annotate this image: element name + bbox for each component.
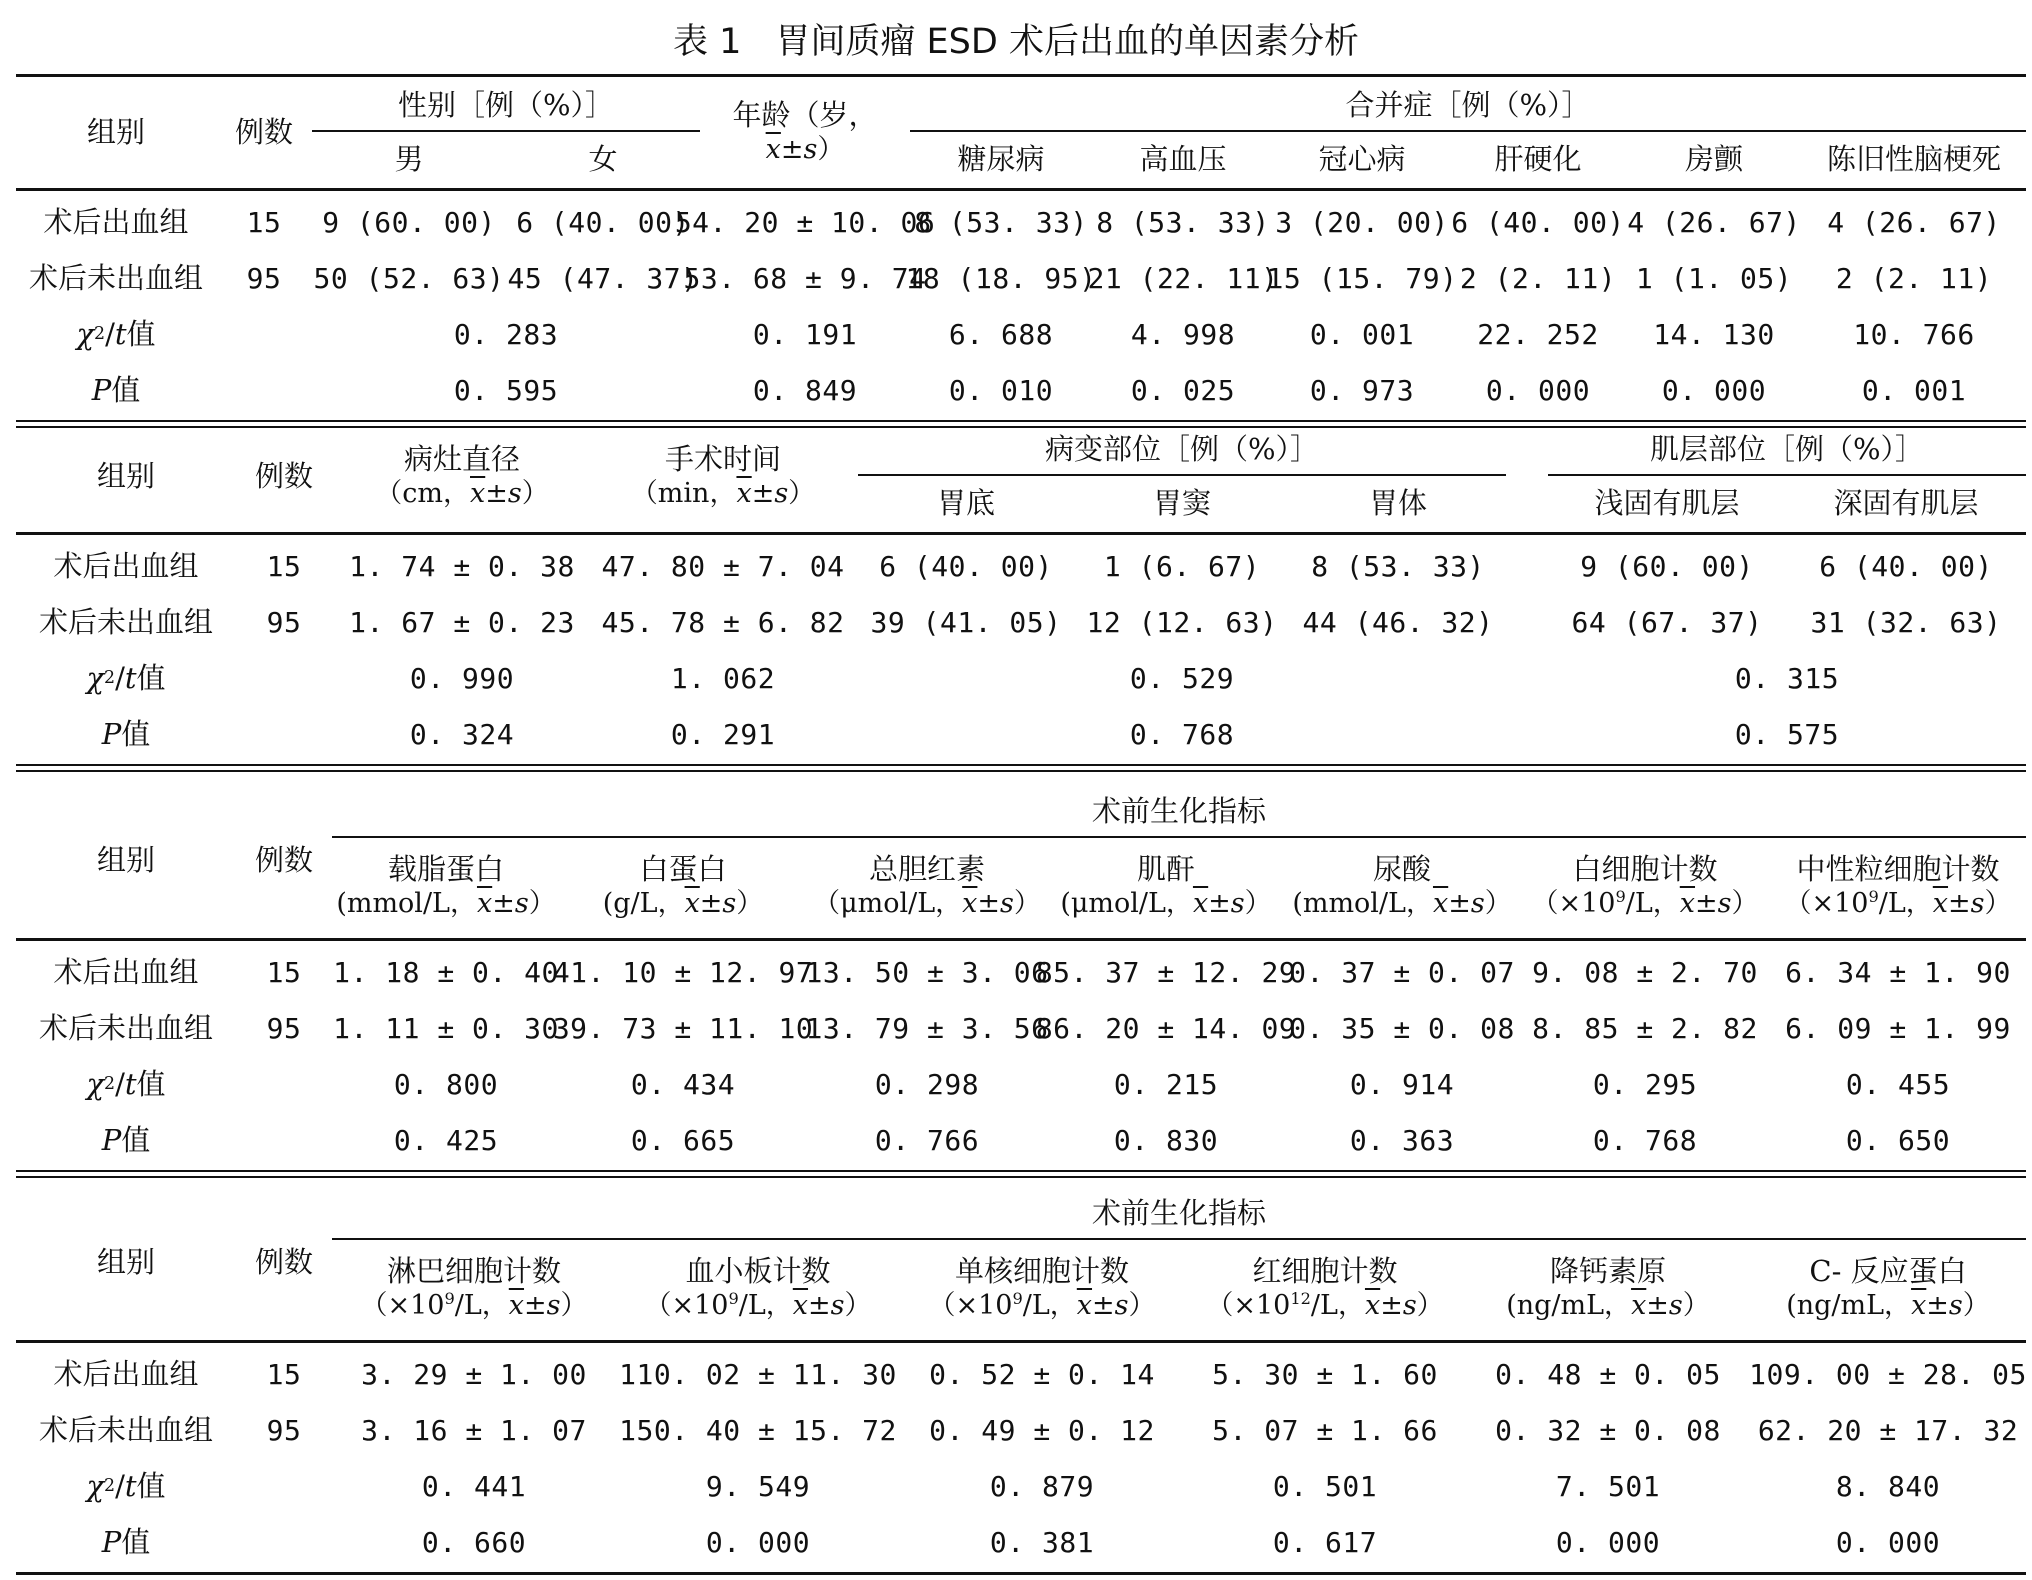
header-col-line1: 白细胞计数 bbox=[1572, 852, 1718, 886]
cell-p-chd: 0. 973 bbox=[1309, 373, 1415, 407]
cell-af: 4 (26. 67) bbox=[1627, 205, 1801, 239]
cell-value: 0. 52 ± 0. 14 bbox=[929, 1357, 1155, 1391]
header-biochem: 术前生化指标 bbox=[1091, 793, 1266, 828]
cell-stat-chd: 0. 001 bbox=[1309, 317, 1415, 351]
header-count: 例数 bbox=[254, 1244, 313, 1279]
table-rule bbox=[16, 188, 2026, 191]
header-col-line2: (mmol/L，$\overline{x}\pm s$） bbox=[336, 888, 556, 920]
cell-value: 3. 29 ± 1. 00 bbox=[361, 1357, 587, 1391]
cell-age: 53. 68 ± 9. 74 bbox=[683, 261, 927, 295]
cell-fundus: 6 (40. 00) bbox=[879, 549, 1053, 583]
header-col-line2: （$\times 10^9/L$，$\overline{x}\pm s$） bbox=[1531, 887, 1759, 920]
cell-value: 1. 11 ± 0. 30 bbox=[333, 1011, 559, 1045]
table-rule bbox=[16, 1170, 2026, 1178]
cell-stat-diameter: 0. 990 bbox=[409, 661, 515, 695]
p-label: P 值 bbox=[101, 716, 151, 751]
cell-p: 0. 000 bbox=[1835, 1525, 1941, 1559]
header-male: 男 bbox=[394, 141, 424, 176]
row-count: 95 bbox=[266, 605, 302, 639]
cell-value: 0. 32 ± 0. 08 bbox=[1495, 1413, 1721, 1447]
cell-p: 0. 381 bbox=[989, 1525, 1095, 1559]
caption-text: 胃间质瘤 ESD 术后出血的单因素分析 bbox=[775, 22, 1359, 62]
cell-p-stroke: 0. 001 bbox=[1861, 373, 1967, 407]
header-subrule bbox=[1548, 474, 2026, 476]
row-count: 15 bbox=[266, 549, 302, 583]
header-stroke: 陈旧性脑梗死 bbox=[1826, 141, 2001, 176]
header-col bbox=[1770, 838, 2026, 934]
cell-stat-htn: 4. 998 bbox=[1130, 317, 1236, 351]
header-time bbox=[592, 424, 854, 528]
cell-p: 0. 665 bbox=[630, 1123, 736, 1157]
cell-value: 6. 34 ± 1. 90 bbox=[1785, 955, 2011, 989]
cell-p-diabetes: 0. 010 bbox=[948, 373, 1054, 407]
cell-diabetes: 18 (18. 95) bbox=[905, 261, 1097, 295]
header-col-line2: （$\times 10^9/L$，$\overline{x}\pm s$） bbox=[1784, 887, 2012, 920]
header-age-line2: $\overline{x}\pm s$） bbox=[765, 134, 845, 166]
header-age-line1: 年龄（岁， bbox=[732, 98, 878, 132]
header-htn: 高血压 bbox=[1139, 141, 1227, 176]
cell-p: 0. 830 bbox=[1113, 1123, 1219, 1157]
header-age bbox=[700, 80, 910, 184]
header-diameter-line2: （cm，$\overline{x}\pm s$） bbox=[375, 478, 549, 510]
cell-time: 47. 80 ± 7. 04 bbox=[601, 549, 845, 583]
row-count: 95 bbox=[266, 1011, 302, 1045]
cell-diabetes: 8 (53. 33) bbox=[914, 205, 1088, 239]
header-col-line2: (g/L，$\overline{x}\pm s$） bbox=[602, 888, 764, 920]
cell-p-time: 0. 291 bbox=[670, 717, 776, 751]
header-col-line1: 淋巴细胞计数 bbox=[386, 1254, 561, 1288]
header-col-line2: （$\times 10^9/L$，$\overline{x}\pm s$） bbox=[928, 1289, 1156, 1322]
cell-p-diameter: 0. 324 bbox=[409, 717, 515, 751]
header-col-line2: （μmol/L，$\overline{x}\pm s$） bbox=[813, 888, 1041, 920]
cell-stat: 0. 441 bbox=[421, 1469, 527, 1503]
cell-stat-sex: 0. 283 bbox=[453, 317, 559, 351]
header-shallow: 浅固有肌层 bbox=[1594, 485, 1740, 520]
header-col bbox=[1184, 1240, 1466, 1336]
p-label: P 值 bbox=[101, 1524, 151, 1559]
cell-shallow: 9 (60. 00) bbox=[1580, 549, 1754, 583]
cell-value: 86. 20 ± 14. 09 bbox=[1035, 1011, 1297, 1045]
table-rule bbox=[16, 764, 2026, 772]
header-site: 病变部位［例（%）］ bbox=[1044, 431, 1320, 466]
header-col bbox=[332, 1240, 616, 1336]
cell-htn: 21 (22. 11) bbox=[1087, 261, 1279, 295]
cell-value: 9. 08 ± 2. 70 bbox=[1532, 955, 1758, 989]
cell-deep: 6 (40. 00) bbox=[1819, 549, 1993, 583]
header-female: 女 bbox=[588, 141, 618, 176]
header-col-line1: 载脂蛋白 bbox=[387, 852, 504, 886]
cell-value: 110. 02 ± 11. 30 bbox=[619, 1357, 897, 1391]
header-col-line1: 白蛋白 bbox=[639, 852, 727, 886]
header-col-line2: （$\times 10^9/L$，$\overline{x}\pm s$） bbox=[644, 1289, 872, 1322]
header-layer: 肌层部位［例（%）］ bbox=[1649, 431, 1925, 466]
cell-male: 9 (60. 00) bbox=[322, 205, 496, 239]
cell-fundus: 39 (41. 05) bbox=[870, 605, 1062, 639]
header-time-line2: （min，$\overline{x}\pm s$） bbox=[630, 478, 816, 510]
cell-age: 54. 20 ± 10. 06 bbox=[674, 205, 936, 239]
header-count: 例数 bbox=[254, 842, 313, 877]
header-comorbidity: 合并症［例（%）］ bbox=[1345, 87, 1591, 122]
cell-p: 0. 425 bbox=[393, 1123, 499, 1157]
cell-value: 8. 85 ± 2. 82 bbox=[1532, 1011, 1758, 1045]
cell-p: 0. 000 bbox=[705, 1525, 811, 1559]
cell-p-age: 0. 849 bbox=[752, 373, 858, 407]
table-caption bbox=[0, 12, 2032, 72]
header-col bbox=[806, 838, 1048, 934]
header-time-line1: 手术时间 bbox=[664, 442, 781, 476]
cell-p: 0. 617 bbox=[1272, 1525, 1378, 1559]
cell-female: 45 (47. 37) bbox=[507, 261, 699, 295]
cell-p-sex: 0. 595 bbox=[453, 373, 559, 407]
table-rule bbox=[16, 1572, 2026, 1575]
header-col-line1: 血小板计数 bbox=[685, 1254, 831, 1288]
stat-label: χ 2 / t 值 bbox=[86, 660, 166, 695]
row-label: 术后出血组 bbox=[43, 204, 189, 239]
header-col-line2: (mmol/L，$\overline{x}\pm s$） bbox=[1292, 888, 1512, 920]
row-count: 15 bbox=[246, 205, 282, 239]
cell-p-layer: 0. 575 bbox=[1734, 717, 1840, 751]
cell-body: 8 (53. 33) bbox=[1311, 549, 1485, 583]
cell-p: 0. 363 bbox=[1349, 1123, 1455, 1157]
row-label: 术后未出血组 bbox=[28, 260, 203, 295]
stat-label: χ 2 / t 值 bbox=[76, 316, 156, 351]
table-rule bbox=[16, 938, 2026, 941]
cell-body: 44 (46. 32) bbox=[1302, 605, 1494, 639]
header-subrule bbox=[858, 474, 1506, 476]
header-col-line1: 降钙素原 bbox=[1549, 1254, 1666, 1288]
cell-stat: 0. 298 bbox=[874, 1067, 980, 1101]
cell-value: 0. 35 ± 0. 08 bbox=[1289, 1011, 1515, 1045]
header-body: 胃体 bbox=[1368, 485, 1427, 520]
cell-stat: 8. 840 bbox=[1835, 1469, 1941, 1503]
cell-p: 0. 660 bbox=[421, 1525, 527, 1559]
p-label: P 值 bbox=[91, 372, 141, 407]
cell-cirrhosis: 2 (2. 11) bbox=[1459, 261, 1617, 295]
header-group: 组别 bbox=[96, 842, 155, 877]
cell-stat-site: 0. 529 bbox=[1129, 661, 1235, 695]
header-deep: 深固有肌层 bbox=[1833, 485, 1979, 520]
row-count: 95 bbox=[246, 261, 282, 295]
row-count: 15 bbox=[266, 1357, 302, 1391]
cell-p-cirrhosis: 0. 000 bbox=[1485, 373, 1591, 407]
cell-value: 0. 37 ± 0. 07 bbox=[1289, 955, 1515, 989]
header-group: 组别 bbox=[96, 458, 155, 493]
cell-p-htn: 0. 025 bbox=[1130, 373, 1236, 407]
row-label: 术后出血组 bbox=[53, 548, 199, 583]
cell-stat: 0. 800 bbox=[393, 1067, 499, 1101]
cell-male: 50 (52. 63) bbox=[313, 261, 505, 295]
cell-stat: 0. 295 bbox=[1592, 1067, 1698, 1101]
cell-af: 1 (1. 05) bbox=[1635, 261, 1793, 295]
cell-time: 45. 78 ± 6. 82 bbox=[601, 605, 845, 639]
header-col-line1: C- 反应蛋白 bbox=[1809, 1254, 1967, 1288]
header-col-line1: 总胆红素 bbox=[868, 852, 985, 886]
row-count: 95 bbox=[266, 1413, 302, 1447]
table-rule bbox=[16, 532, 2026, 535]
cell-stat-layer: 0. 315 bbox=[1734, 661, 1840, 695]
cell-value: 150. 40 ± 15. 72 bbox=[619, 1413, 897, 1447]
cell-antrum: 1 (6. 67) bbox=[1103, 549, 1261, 583]
p-label: P 值 bbox=[101, 1122, 151, 1157]
cell-stat-time: 1. 062 bbox=[670, 661, 776, 695]
header-subrule bbox=[910, 130, 2026, 132]
cell-female: 6 (40. 00) bbox=[516, 205, 690, 239]
caption-number: 表 1 bbox=[673, 22, 742, 62]
cell-p: 0. 000 bbox=[1555, 1525, 1661, 1559]
header-count: 例数 bbox=[254, 458, 313, 493]
header-col bbox=[1284, 838, 1520, 934]
row-label: 术后出血组 bbox=[53, 954, 199, 989]
header-af: 房颤 bbox=[1684, 141, 1743, 176]
cell-value: 5. 07 ± 1. 66 bbox=[1212, 1413, 1438, 1447]
header-col bbox=[332, 838, 560, 934]
header-diameter-line1: 病灶直径 bbox=[403, 442, 520, 476]
cell-stat-age: 0. 191 bbox=[752, 317, 858, 351]
cell-antrum: 12 (12. 63) bbox=[1086, 605, 1278, 639]
header-col-line1: 中性粒细胞计数 bbox=[1796, 852, 2000, 886]
cell-value: 3. 16 ± 1. 07 bbox=[361, 1413, 587, 1447]
row-label: 术后出血组 bbox=[53, 1356, 199, 1391]
cell-value: 39. 73 ± 11. 10 bbox=[552, 1011, 814, 1045]
row-label: 术后未出血组 bbox=[38, 604, 213, 639]
header-col bbox=[560, 838, 806, 934]
header-col bbox=[900, 1240, 1184, 1336]
header-fundus: 胃底 bbox=[936, 485, 995, 520]
cell-stat: 0. 879 bbox=[989, 1469, 1095, 1503]
header-group: 组别 bbox=[86, 114, 145, 149]
cell-value: 13. 79 ± 3. 56 bbox=[805, 1011, 1049, 1045]
header-col-line2: （$\times 10^{12}/L$，$\overline{x}\pm s$） bbox=[1206, 1289, 1444, 1322]
cell-stat: 0. 455 bbox=[1845, 1067, 1951, 1101]
cell-value: 0. 48 ± 0. 05 bbox=[1495, 1357, 1721, 1391]
header-col bbox=[616, 1240, 900, 1336]
header-biochem: 术前生化指标 bbox=[1091, 1195, 1266, 1230]
cell-stat-stroke: 10. 766 bbox=[1853, 317, 1975, 351]
cell-p: 0. 650 bbox=[1845, 1123, 1951, 1157]
cell-stat: 9. 549 bbox=[705, 1469, 811, 1503]
cell-stat-cirrhosis: 22. 252 bbox=[1477, 317, 1599, 351]
cell-stat-diabetes: 6. 688 bbox=[948, 317, 1054, 351]
row-label: 术后未出血组 bbox=[38, 1412, 213, 1447]
header-col bbox=[1750, 1240, 2026, 1336]
header-antrum: 胃窦 bbox=[1152, 485, 1211, 520]
header-diabetes: 糖尿病 bbox=[957, 141, 1045, 176]
cell-value: 109. 00 ± 28. 05 bbox=[1749, 1357, 2027, 1391]
cell-value: 5. 30 ± 1. 60 bbox=[1212, 1357, 1438, 1391]
table-rule bbox=[16, 74, 2026, 77]
cell-value: 85. 37 ± 12. 29 bbox=[1035, 955, 1297, 989]
stat-label: χ 2 / t 值 bbox=[86, 1066, 166, 1101]
cell-p-af: 0. 000 bbox=[1661, 373, 1767, 407]
header-chd: 冠心病 bbox=[1318, 141, 1406, 176]
header-col-line2: (ng/mL，$\overline{x}\pm s$） bbox=[1506, 1290, 1710, 1322]
header-col-line2: (μmol/L，$\overline{x}\pm s$） bbox=[1060, 888, 1272, 920]
cell-value: 1. 18 ± 0. 40 bbox=[333, 955, 559, 989]
header-cirrhosis: 肝硬化 bbox=[1494, 141, 1582, 176]
row-label: 术后未出血组 bbox=[38, 1010, 213, 1045]
cell-value: 13. 50 ± 3. 06 bbox=[805, 955, 1049, 989]
cell-p: 0. 766 bbox=[874, 1123, 980, 1157]
header-group: 组别 bbox=[96, 1244, 155, 1279]
cell-value: 0. 49 ± 0. 12 bbox=[929, 1413, 1155, 1447]
stat-label: χ 2 / t 值 bbox=[86, 1468, 166, 1503]
cell-stat: 0. 914 bbox=[1349, 1067, 1455, 1101]
header-col bbox=[1520, 838, 1770, 934]
cell-value: 6. 09 ± 1. 99 bbox=[1785, 1011, 2011, 1045]
header-sex: 性别［例（%）］ bbox=[397, 87, 615, 122]
cell-stroke: 4 (26. 67) bbox=[1827, 205, 2001, 239]
cell-htn: 8 (53. 33) bbox=[1096, 205, 1270, 239]
header-col bbox=[1048, 838, 1284, 934]
cell-stroke: 2 (2. 11) bbox=[1835, 261, 1993, 295]
cell-shallow: 64 (67. 37) bbox=[1571, 605, 1763, 639]
header-col-line1: 单核细胞计数 bbox=[954, 1254, 1129, 1288]
table-rule bbox=[16, 1340, 2026, 1343]
row-count: 15 bbox=[266, 955, 302, 989]
cell-chd: 15 (15. 79) bbox=[1266, 261, 1458, 295]
cell-chd: 3 (20. 00) bbox=[1275, 205, 1449, 239]
cell-deep: 31 (32. 63) bbox=[1810, 605, 2002, 639]
header-col-line2: (ng/mL，$\overline{x}\pm s$） bbox=[1786, 1290, 1990, 1322]
header-count: 例数 bbox=[234, 114, 293, 149]
cell-diameter: 1. 74 ± 0. 38 bbox=[349, 549, 575, 583]
header-diameter bbox=[332, 424, 592, 528]
cell-stat-af: 14. 130 bbox=[1653, 317, 1775, 351]
cell-stat: 0. 434 bbox=[630, 1067, 736, 1101]
header-subrule bbox=[312, 130, 700, 132]
header-col-line1: 肌酐 bbox=[1136, 852, 1195, 886]
cell-stat: 0. 501 bbox=[1272, 1469, 1378, 1503]
cell-diameter: 1. 67 ± 0. 23 bbox=[349, 605, 575, 639]
header-col-line2: （$\times 10^9/L$，$\overline{x}\pm s$） bbox=[360, 1289, 588, 1322]
cell-p-site: 0. 768 bbox=[1129, 717, 1235, 751]
header-col-line1: 红细胞计数 bbox=[1252, 1254, 1398, 1288]
cell-stat: 0. 215 bbox=[1113, 1067, 1219, 1101]
header-col-line1: 尿酸 bbox=[1372, 852, 1431, 886]
cell-p: 0. 768 bbox=[1592, 1123, 1698, 1157]
cell-cirrhosis: 6 (40. 00) bbox=[1451, 205, 1625, 239]
cell-value: 62. 20 ± 17. 32 bbox=[1757, 1413, 2019, 1447]
cell-value: 41. 10 ± 12. 97 bbox=[552, 955, 814, 989]
header-col bbox=[1466, 1240, 1750, 1336]
cell-stat: 7. 501 bbox=[1555, 1469, 1661, 1503]
